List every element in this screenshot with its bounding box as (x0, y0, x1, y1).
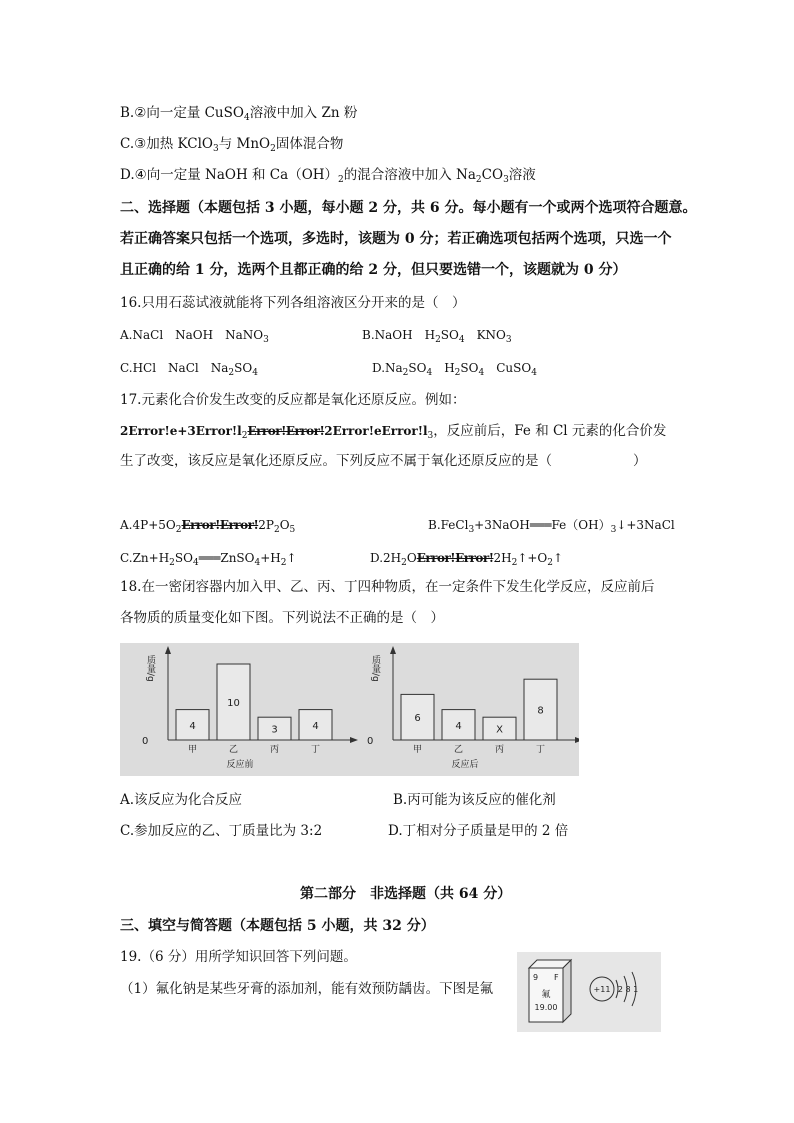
chart-1-origin-label: 0 (142, 736, 149, 747)
chart-2-bar-label-2: 4 (455, 720, 462, 732)
q16-stem: 16.只用石蕊试液就能将下列各组溶液区分开来的是（ ） (120, 295, 466, 311)
mass-bar-charts (120, 643, 579, 776)
chart-1-y-arrow (165, 646, 171, 654)
chart-2-bar-label-1: 6 (414, 713, 421, 725)
chart-1-category-4: 丁 (310, 745, 321, 755)
chart-1-category-1: 甲 (187, 745, 198, 755)
option-d-line: D.④向一定量 NaOH 和 $Ca(OH)_2$的混合溶液中加入 $Na_2CO_3$溶液 (120, 167, 536, 185)
element-symbol: F (554, 973, 559, 982)
q16-option-d: $D.Na_2SO_4$ $H_2SO_4$ CuSO$_4$ (372, 361, 537, 378)
section2-line3: 且正确的给 1 分，选两个且都正确的给 2 分，但只要选错一个，该题就为 0 分） (120, 262, 627, 278)
q17-option-d: $D.2H_2OError!Error!2H_2↑+O_2↑$ (370, 551, 564, 568)
q19-part1: （1）氟化钠是某些牙膏的添加剂，能有效预防龋齿。下图是氟 (120, 981, 494, 997)
element-number: 9 (533, 973, 539, 982)
chart-1-bar-label-1: 4 (189, 720, 196, 732)
q16-option-c: C.HCl NaCl $Na_2SO_4$ (120, 361, 258, 378)
chart-1-x-arrow (350, 737, 358, 743)
nucleus-charge: +11 (593, 985, 611, 994)
q16-option-a: A.NaCl NaOH NaNO$_3$ (120, 328, 269, 345)
mass-bar-charts-svg (120, 643, 579, 776)
q17-option-a: $A.4P+5O_2Error!Error!2P_2O_5$ (120, 518, 296, 535)
q18-option-c: C.参加反应的乙、丁质量比为 3:2 (120, 823, 323, 839)
element-mass: 19.00 (534, 1003, 558, 1012)
q19-stem: 19.（6 分）用所学知识回答下列问题。 (120, 949, 357, 965)
q16-option-b: B.NaOH $H_2SO_4$ $KNO_3$ (362, 328, 512, 345)
chart-1-bar-label-2: 10 (227, 698, 240, 709)
chart-2-ylabel: 质量/g (370, 655, 380, 682)
chart-2-category-1: 甲 (412, 745, 423, 755)
section3-heading: 三、填空与简答题（本题包括 5 小题，共 32 分） (120, 918, 435, 934)
chart-2-origin-label: 0 (367, 736, 374, 747)
section2-line1: 二、选择题（本题包括 3 小题，每小题 2 分，共 6 分。每小题有一个或两个选项符合题意。 (120, 200, 697, 216)
section2-line2: 若正确答案只包括一个选项，多选时，该题为 0 分；若正确选项包括两个选项，只选一个 (120, 231, 672, 247)
fluorine-element-figure (517, 952, 661, 1032)
chart-2-x-arrow (575, 737, 579, 743)
q18-option-b: B.丙可能为该反应的催化剂 (393, 792, 556, 808)
q18-line1: 18.在一密闭容器内加入甲、乙、丙、丁四种物质，在一定条件下发生化学反应，反应前后 (120, 579, 655, 595)
q18-option-d: D.丁相对分子质量是甲的 2 倍 (388, 823, 569, 839)
chart-2-category-3: 丙 (494, 745, 505, 755)
chart-1-category-3: 丙 (269, 745, 280, 755)
chart-1-ylabel: 质量/g (145, 655, 155, 682)
element-name: 氟 (541, 990, 551, 1000)
q18-option-a: A.该反应为化合反应 (120, 792, 243, 808)
q17-option-c: $C.Zn+H_2SO_4═══ZnSO_4+H_2↑$ (120, 551, 297, 568)
chart-2-title: 反应后 (451, 760, 479, 770)
shell-electrons: 2 8 1 (617, 985, 639, 994)
chart-1-category-2: 乙 (228, 745, 239, 755)
chart-1-title: 反应前 (226, 760, 254, 770)
q17-option-b: $B.FeCl_3+3NaOH═══Fe(OH)_3↓+3NaCl$ (428, 518, 675, 535)
chart-1-bar-label-4: 4 (312, 720, 319, 732)
chart-2-bar-label-3: X (496, 724, 503, 736)
q17-stem: 17.元素化合价发生改变的反应都是氧化还原反应。例如： (120, 392, 466, 408)
option-b-line: B.②向一定量 CuSO$_4$溶液中加入 Zn 粉 (120, 105, 358, 123)
chart-2-category-4: 丁 (535, 745, 546, 755)
q17-line3: 生了改变，该反应是氧化还原反应。下列反应不属于氧化还原反应的是（ ） (120, 453, 647, 469)
chart-2-y-arrow (390, 646, 396, 654)
part2-title: 第二部分 非选择题（共 64 分） (300, 886, 512, 902)
chart-1-bar-label-3: 3 (271, 724, 278, 736)
chart-2-bar-label-4: 8 (537, 705, 544, 717)
fluorine-element-svg (517, 952, 661, 1032)
option-c-line: C.③加热 KClO$_3$与 MnO$_2$固体混合物 (120, 136, 344, 154)
chart-2-category-2: 乙 (453, 745, 464, 755)
q18-line2: 各物质的质量变化如下图。下列说法不正确的是（ ） (120, 610, 444, 626)
q17-example-equation: $2Error!e+3Error!l_2Error!Error!2Error!eError!l_3$，反应前后，Fe 和 Cl 元素的化合价发 (120, 423, 667, 441)
